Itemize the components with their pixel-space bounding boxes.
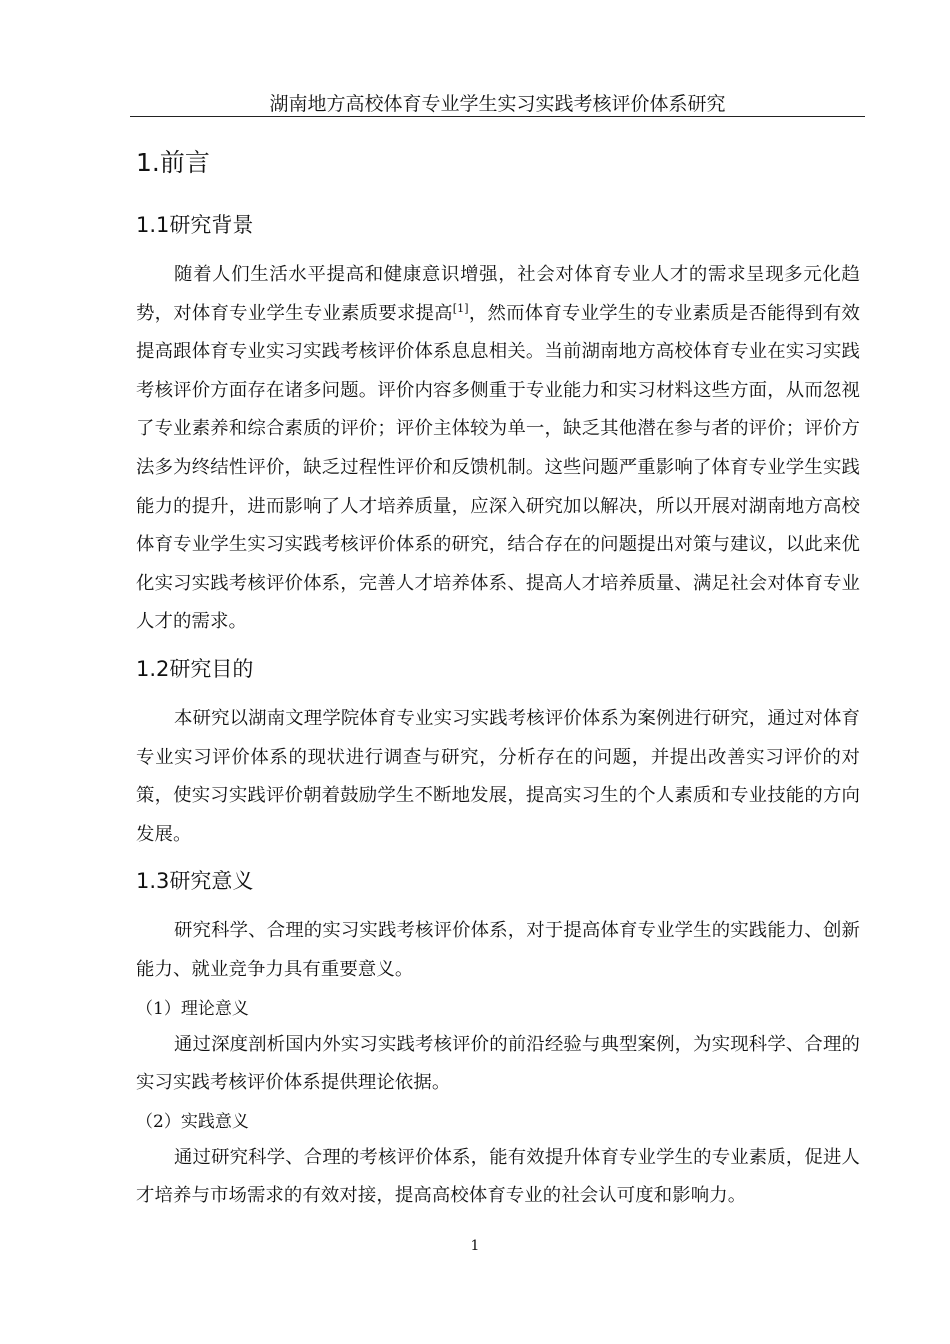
page-number: 1	[470, 1238, 480, 1254]
section-heading-purpose: 1.2研究目的	[136, 656, 254, 681]
background-paragraph	[136, 256, 860, 642]
main-content	[136, 146, 860, 1218]
practice-significance-paragraph: 通过研究科学、合理的考核评价体系，能有效提升体育专业学生的专业素质，促进人才培养与市场需求的有效对接，提高高校体育专业的社会认可度和影响力。	[136, 1146, 860, 1207]
section-heading-background: 1.1研究背景	[136, 213, 254, 237]
citation-marker: [1]	[452, 301, 469, 315]
theory-significance-paragraph: 通过深度剖析国内外实习实践考核评价的前沿经验与典型案例，为实现科学、合理的实习实践考核评价体系提供理论依据。	[136, 1033, 860, 1094]
significance-intro-paragraph: 研究科学、合理的实习实践考核评价体系，对于提高体育专业学生的实践能力、创新能力、就业竞争力具有重要意义。	[136, 920, 860, 980]
theory-significance-label: （1）理论意义	[136, 998, 249, 1019]
practice-significance-label: （2）实践意义	[136, 1111, 249, 1132]
running-header: 湖南地方高校体育专业学生实习实践考核评价体系研究	[269, 93, 726, 115]
paragraph-text: 随着人们生活水平提高和健康意识增强，社会对体育专业人才的需求呈现多元化趋势，对体育专业学生专业素质要求提高	[136, 264, 860, 324]
header-divider	[130, 116, 865, 117]
chapter-title: 1.前言	[136, 148, 210, 177]
section-heading-significance: 1.3研究意义	[136, 869, 254, 894]
paragraph-text: ，然而体育专业学生的专业素质是否能得到有效提高跟体育专业实习实践考核评价体系息息相关。当前湖南地方高校体育专业在实习实践考核评价方面存在诸多问题。评价内容多侧重于专业能力和实习材料这些方面，从而忽视了专业素养和综合素质的评价；评价主体较为单一，缺乏其他潜在参与者的评价；评价方法多为终结性评价，缺乏过程性评价和反馈机制。这些问题严重影响了体育专业学生实践能力的提升，进而影响了人才培养质量，应深入研究加以解决，所以开展对湖南地方高校体育专业学生实习实践考核评价体系的研究，结合存在的问题提出对策与建议，以此来优化实习实践考核评价体系，完善人才培养体系、提高人才培养质量、满足社会对体育专业人才的需求。	[136, 302, 860, 633]
purpose-paragraph: 本研究以湖南文理学院体育专业实习实践考核评价体系为案例进行研究，通过对体育专业实习评价体系的现状进行调查与研究，分析存在的问题，并提出改善实习评价的对策，使实习实践评价朝着鼓励学生不断地发展，提高实习生的个人素质和专业技能的方向发展。	[136, 707, 860, 845]
